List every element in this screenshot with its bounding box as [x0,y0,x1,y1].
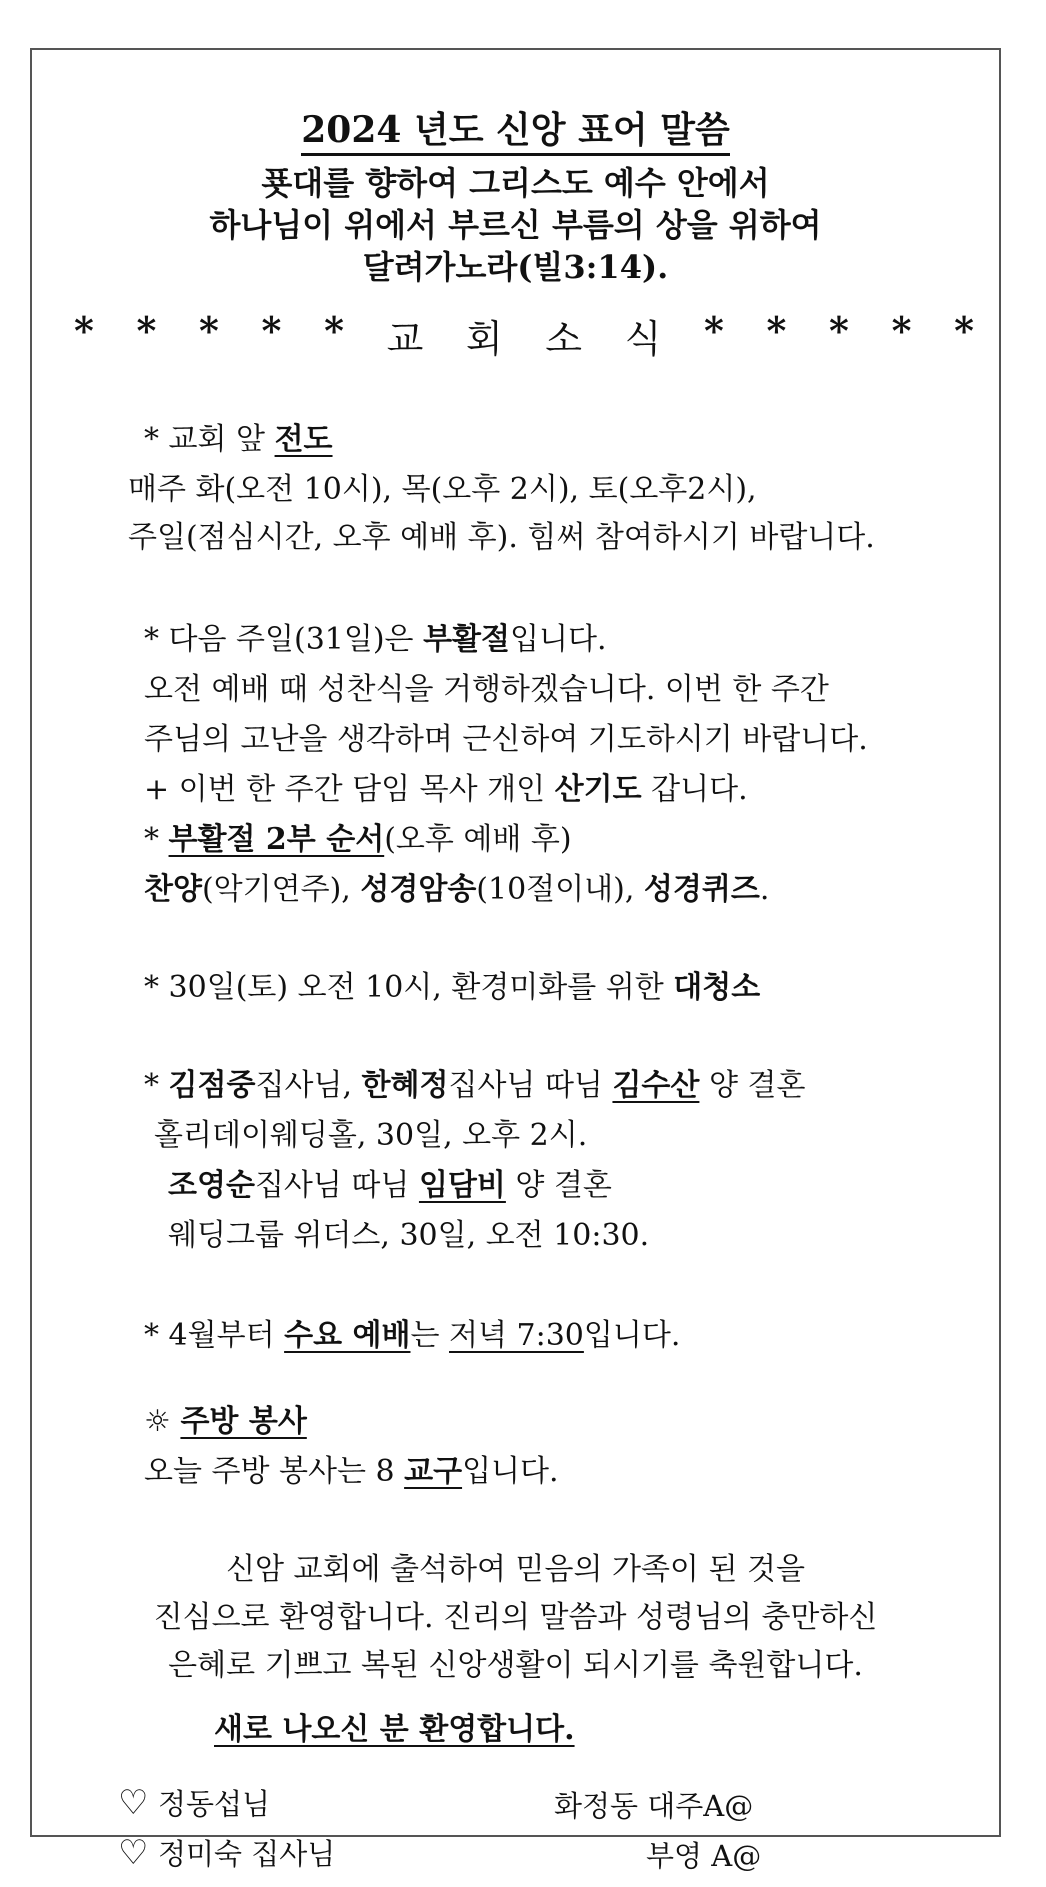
easter-communion: 오전 예배 때 성찬식을 거행하겠습니다. 이번 한 주간 [144,672,829,707]
wedding-venue: 홀리데이웨딩홀, 30일, 오후 2시. [154,1118,588,1153]
evangelism-note: 주일(점심시간, 오후 예배 후). 힘써 참여하시기 바랍니다. [128,520,875,555]
kitchen-service: 오늘 주방 봉사는 8 교구입니다. [144,1454,559,1489]
banner-star: * [199,308,219,353]
church-news-banner [74,308,974,363]
heart-icon: ♡ [118,1783,149,1823]
banner-char: 교 [386,317,424,361]
banner-star: * [324,308,344,353]
heart-icon: ♡ [118,1833,149,1873]
motto-verse-line: 달려가노라(빌3:14). [362,248,669,286]
wedding-announcement: * 김점중집사님, 한혜정집사님 따님 김수산 양 결혼 [144,1068,806,1103]
wedding-announcement: 조영순집사님 따님 임담비 양 결혼 [168,1168,612,1203]
motto-title: 2024 년도 신앙 표어 말씀 [32,102,999,153]
sun-icon: ☼ [144,1404,181,1439]
newcomer-address: 화정동 대주A@ [554,1789,754,1823]
banner-star: * [829,308,849,353]
easter-prayer: 주님의 고난을 생각하며 근신하여 기도하시기 바랍니다. [144,722,868,757]
banner-star: * [704,308,724,353]
banner-star: * [261,308,282,353]
easter-second-service: * 부활절 2부 순서(오후 예배 후) [144,822,572,857]
welcome-line: 신암 교회에 출석하여 믿음의 가족이 된 것을 [226,1552,805,1587]
easter-program: 찬양(악기연주), 성경암송(10절이내), 성경퀴즈. [144,872,770,907]
banner-char: 식 [624,317,662,361]
banner-star: * [766,308,787,353]
evangelism-heading: * 교회 앞 전도 [144,422,333,457]
newcomer-name: ♡ 정동섭님 [118,1783,271,1823]
newcomer-address: 부영 A@ [646,1839,762,1873]
cleaning-announcement: * 30일(토) 오전 10시, 환경미화를 위한 대청소 [144,970,761,1005]
newcomer-name: ♡ 정미숙 집사님 [118,1833,336,1873]
newcomer-welcome: 새로 나오신 분 환영합니다. [214,1712,575,1747]
banner-star: * [891,308,912,353]
motto-verse-line: 하나님이 위에서 부르신 부름의 상을 위하여 [209,206,822,244]
easter-announcement: * 다음 주일(31일)은 부활절입니다. [144,622,607,657]
banner-char: 회 [465,317,503,361]
welcome-line: 진심으로 환영합니다. 진리의 말씀과 성령님의 충만하신 [153,1600,878,1635]
banner-char: 소 [545,317,583,361]
pastor-retreat: + 이번 한 주간 담임 목사 개인 산기도 갑니다. [144,772,748,807]
banner-star: * [954,308,974,353]
bulletin-frame [30,48,1001,1873]
banner-star: * [74,308,94,353]
motto-verse-line: 푯대를 향하여 그리스도 예수 안에서 [261,164,770,202]
wedding-venue: 웨딩그룹 위더스, 30일, 오전 10:30. [168,1218,650,1253]
evangelism-schedule: 매주 화(오전 10시), 목(오후 2시), 토(오후2시), [128,472,757,507]
wednesday-service: * 4월부터 수요 예배는 저녁 7:30입니다. [144,1318,681,1353]
welcome-line: 은혜로 기쁘고 복된 신앙생활이 되시기를 축원합니다. [168,1648,863,1683]
banner-star: * [136,308,157,353]
kitchen-heading: ☼ 주방 봉사 [144,1404,307,1439]
